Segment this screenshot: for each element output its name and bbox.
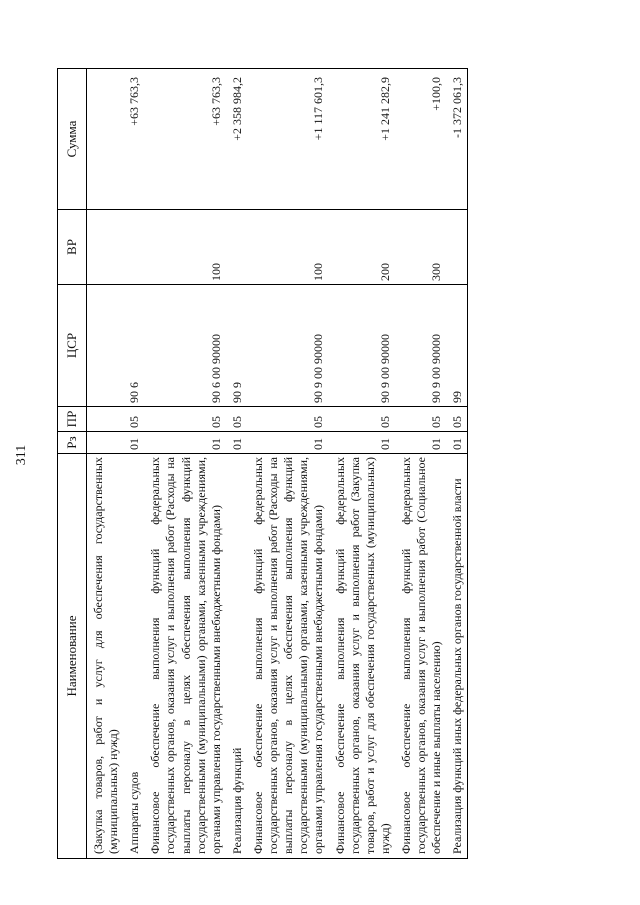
cell-name: Реализация функций: [226, 454, 247, 859]
header-name: Наименование: [58, 454, 87, 859]
cell-name: Реализация функций иных федеральных органов государственной власти: [446, 454, 468, 859]
cell-rz: [87, 432, 124, 454]
cell-csr: [87, 285, 124, 407]
cell-name: (Закупка товаров, работ и услуг для обеспечения государственных (муниципальных) нужд): [87, 454, 124, 859]
cell-sum: +63 763,3: [123, 69, 144, 210]
cell-pr: 05: [247, 407, 329, 432]
cell-rz: 01: [329, 432, 395, 454]
cell-vr: 100: [144, 210, 226, 285]
header-csr: ЦСР: [58, 285, 87, 407]
page-number: [8, 440, 36, 470]
cell-vr: 200: [329, 210, 395, 285]
cell-name: Финансовое обеспечение выполнения функций федеральных государственных органов, оказания услуг и выполнения работ (Расходы на выплаты персоналу в целях обеспечения выполнения функций государственными (муниципальными) органами, казенными учреждениями, органами управления государственными внебюджетными фондами): [144, 454, 226, 859]
header-pr: ПР: [58, 407, 87, 432]
cell-rz: 01: [144, 432, 226, 454]
cell-csr: 90 6 00 90000: [144, 285, 226, 407]
cell-vr: [123, 210, 144, 285]
cell-csr: 90 6: [123, 285, 144, 407]
cell-rz: 01: [395, 432, 446, 454]
cell-sum: [87, 69, 124, 210]
table-row: [226, 69, 247, 859]
cell-vr: [446, 210, 468, 285]
cell-name: Аппараты судов: [123, 454, 144, 859]
cell-pr: 05: [329, 407, 395, 432]
cell-pr: 05: [395, 407, 446, 432]
table-body: [87, 69, 468, 859]
cell-pr: [87, 407, 124, 432]
cell-sum: +1 241 282,9: [329, 69, 395, 210]
page-number-text: 311: [13, 444, 29, 466]
rotated-table-frame: [57, 69, 582, 859]
cell-rz: 01: [446, 432, 468, 454]
table-row: [144, 69, 226, 859]
table-row: [87, 69, 124, 859]
table-header: [58, 69, 87, 859]
cell-name: Финансовое обеспечение выполнения функций федеральных государственных органов, оказания услуг и выполнения работ (Социальное обеспечение и иные выплаты населению): [395, 454, 446, 859]
cell-pr: 05: [226, 407, 247, 432]
header-vr: ВР: [58, 210, 87, 285]
cell-csr: 99: [446, 285, 468, 407]
cell-name: Финансовое обеспечение выполнения функций федеральных государственных органов, оказания услуг и выполнения работ (Расходы на выплаты персоналу в целях обеспечения выполнения функций государственными (муниципальными) органами, казенными учреждениями, органами управления государственными внебюджетными фондами): [247, 454, 329, 859]
cell-pr: 05: [446, 407, 468, 432]
cell-vr: [226, 210, 247, 285]
table-row: [123, 69, 144, 859]
header-rz: Рз: [58, 432, 87, 454]
cell-rz: 01: [226, 432, 247, 454]
table-row: [329, 69, 395, 859]
cell-sum: +63 763,3: [144, 69, 226, 210]
cell-sum: +1 117 601,3: [247, 69, 329, 210]
budget-table: [57, 68, 468, 859]
cell-sum: +100,0: [395, 69, 446, 210]
table-row: [446, 69, 468, 859]
table-row: [395, 69, 446, 859]
cell-csr: 90 9 00 90000: [247, 285, 329, 407]
cell-sum: -1 372 061,3: [446, 69, 468, 210]
cell-csr: 90 9 00 90000: [395, 285, 446, 407]
cell-pr: 05: [144, 407, 226, 432]
header-sum: Сумма: [58, 69, 87, 210]
cell-name: Финансовое обеспечение выполнения функций федеральных государственных органов, оказания услуг и выполнения работ (Закупка товаров, работ и услуг для обеспечения государственных (муниципальных) нужд): [329, 454, 395, 859]
table-row: [247, 69, 329, 859]
cell-vr: [87, 210, 124, 285]
cell-vr: 100: [247, 210, 329, 285]
cell-csr: 90 9: [226, 285, 247, 407]
cell-csr: 90 9 00 90000: [329, 285, 395, 407]
cell-sum: +2 358 984,2: [226, 69, 247, 210]
cell-vr: 300: [395, 210, 446, 285]
cell-rz: 01: [247, 432, 329, 454]
cell-pr: 05: [123, 407, 144, 432]
cell-rz: 01: [123, 432, 144, 454]
